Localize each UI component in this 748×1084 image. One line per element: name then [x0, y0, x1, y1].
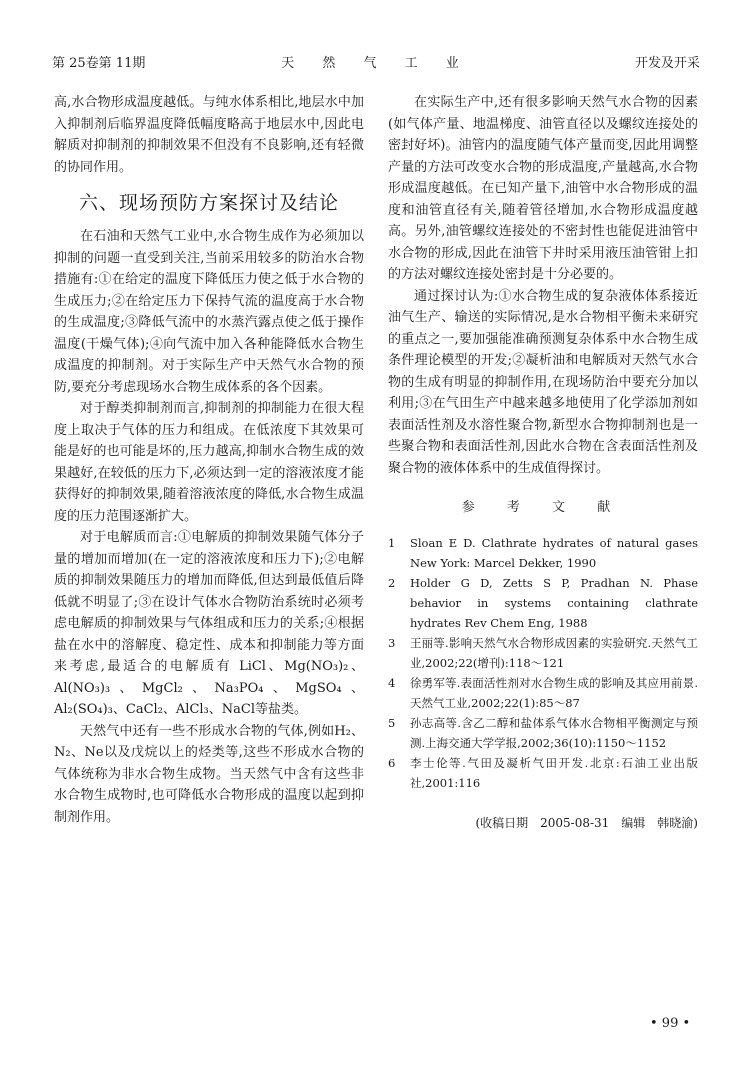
reference-item — [388, 673, 698, 713]
reference-item — [388, 633, 698, 673]
reference-number: 6 — [388, 755, 396, 770]
reference-number: 5 — [388, 715, 396, 730]
reference-text: 李士伦等.气田及凝析气田开发.北京:石油工业出版社,2001:116 — [410, 755, 698, 790]
electrolytes-text: 对于电解质而言:①电解质的抑制效果随气体分子量的增加而增加(在一定的溶液浓度和压力下);②电解质的抑制效果随压力的增加而降低,但达到最低值后降低就不明显了;③在设计气体水合物防治系统时必须考虑电解质的抑制效果与气体组成和压力的关系;④根据盐在水中的溶解度、稳定性、成本和抑制能力等方面来考虑,最适合的电解质有 — [54, 530, 364, 674]
reference-text: Sloan E D. Clathrate hydrates of natural gases New York: Marcel Dekker, 1990 — [410, 535, 698, 570]
reference-item — [388, 573, 698, 633]
reference-text: 徐勇军等.表面活性剂对水合物生成的影响及其应用前景.天然气工业,2002;22(1):85～87 — [410, 675, 698, 710]
reference-text: Holder G D, Zetts S P, Pradhan N. Phase behavior in systems containing clathrate hydrates Rev Chem Eng, 1988 — [410, 575, 698, 630]
right-column — [388, 92, 698, 834]
page-number: • 99 • — [650, 1016, 691, 1031]
left-column — [54, 92, 364, 828]
salt-list: LiCl、Mg(NO₃)₂、Al(NO₃)₃、MgCl₂、Na₃PO₄、MgSO₄、Al₂(SO₄)₃、CaCl₂、AlCl₃、NaCl — [54, 659, 364, 717]
section-title: 六、现场预防方案探讨及结论 — [78, 192, 339, 214]
reference-text: 孙志高等.含乙二醇和盐体系气体水合物相平衡测定与预测.上海交通大学学报,2002;36(10):1150～1152 — [410, 715, 698, 750]
reference-item — [388, 753, 698, 793]
received-date-editor: (收稿日期 2005-08-31 编辑 韩晓渝) — [475, 815, 698, 830]
paragraph-electrolytes — [54, 527, 364, 721]
running-header — [52, 52, 700, 74]
reference-number: 3 — [388, 635, 396, 650]
electrolytes-text-end: 等盐类。 — [255, 702, 308, 717]
paragraph-continuation: 高,水合物形成温度越低。与纯水体系相比,地层水中加入抑制剂后临界温度降低幅度略高于地层水中,因此电解质对抑制剂的抑制效果不但没有不良影响,还有轻微的协同作用。 — [54, 95, 364, 175]
reference-item — [388, 533, 698, 573]
reference-item — [388, 713, 698, 753]
volume-issue: 第 25卷第 11期 — [52, 56, 146, 71]
reference-number: 4 — [388, 675, 396, 690]
paragraph-production-factors: 在实际生产中,还有很多影响天然气水合物的因素(如气体产量、地温梯度、油管直径以及螺纹连接处的密封好坏)。油管内的温度随气体产量而变,因此用调整产量的方法可改变水合物的形成温度,产量越高,水合物形成温度越低。在已知产量下,油管中水合物形成的温度和油管直径有关,随着管径增加,水合物形成温度越高。另外,油管螺纹连接处的不密封性也能促进油管中水合物的形成,因此在油管下井时采用液压油管钳上扣的方法对螺纹连接处密封是十分必要的。 — [388, 95, 698, 282]
paragraph-conclusions: 通过探讨认为:①水合物生成的复杂液体体系接近油气生产、输送的实际情况,是水合物相平衡未来研究的重点之一,要加强能准确预测复杂体系中水合物生成条件理论模型的开发;②凝析油和电解质对天然气水合物的生成有明显的抑制作用,在现场防治中要充分加以利用;③在气田生产中越来越多地使用了化学添加剂如表面活性剂及水溶性聚合物,新型水合物抑制剂也是一些聚合物和表面活性剂,因此水合物在含表面活性剂及聚合物的液体体系中的生成值得探讨。 — [388, 288, 698, 476]
journal-name: 天 然 气 工 业 — [281, 56, 471, 71]
reference-text: 王丽等.影响天然气水合物形成因素的实验研究.天然气工业,2002;22(增刊):118～121 — [410, 635, 698, 670]
reference-list — [388, 533, 698, 793]
section-name: 开发及开采 — [634, 56, 700, 71]
paragraph-alcohol-inhibitors: 对于醇类抑制剂而言,抑制剂的抑制能力在很大程度上取决于气体的压力和组成。在低浓度下其效果可能是好的也可能是坏的,压力越高,抑制水合物生成的效果越好,在较低的压力下,必须达到一定的溶液浓度才能获得好的抑制效果,随着溶液浓度的降低,水合物生成温度的压力范围逐渐扩大。 — [54, 401, 364, 524]
paragraph-non-hydrate-gases: 天然气中还有一些不形成水合物的气体,例如H₂、N₂、Ne以及戊烷以上的烃类等,这些不形成水合物的气体统称为非水合物生成物。当天然气中含有这些非水合物生成物时,也可降低水合物形成的温度以起到抑制剂作用。 — [54, 723, 364, 825]
references-heading: 参 考 文 献 — [461, 500, 625, 515]
paragraph-prevention-measures: 在石油和天然气工业中,水合物生成作为必须加以抑制的问题一直受到关注,当前采用较多的防治水合物措施有:①在给定的温度下降低压力使之低于水合物的生成压力;②在给定压力下保持气流的温度高于水合物的生成温度;③降低气流中的水蒸汽露点使之低于操作温度(干燥气体);④向气流中加入各种能降低水合物生成温度的抑制剂。对于实际生产中天然气水合物的预防,要充分考虑现场水合物生成体系的各个因素。 — [54, 229, 364, 395]
reference-number: 1 — [388, 535, 396, 550]
reference-number: 2 — [388, 575, 396, 590]
